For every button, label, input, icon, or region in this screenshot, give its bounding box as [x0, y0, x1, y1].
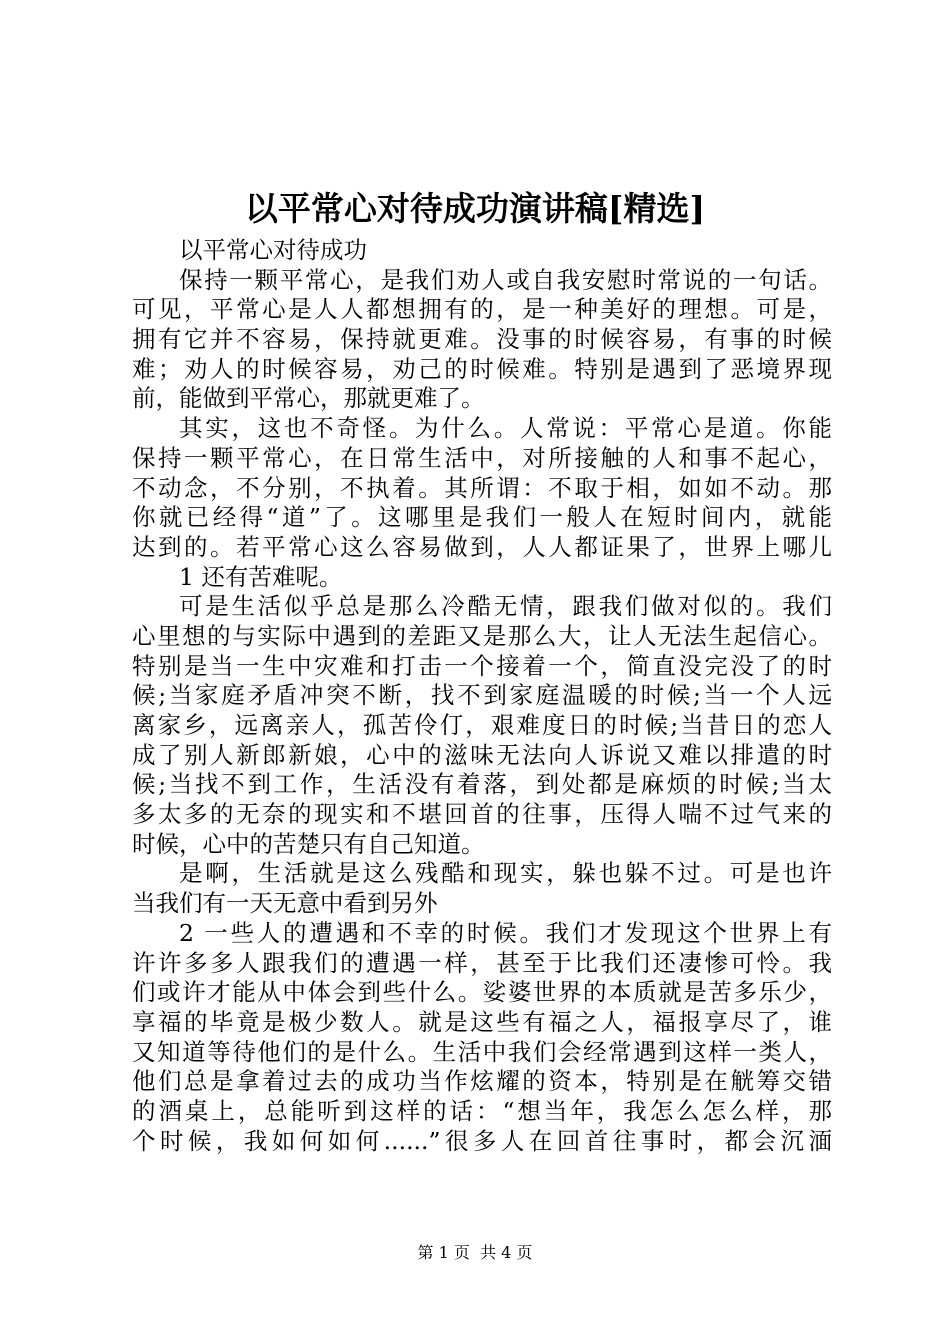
paragraph-line: 难；劝人的时候容易，劝己的时候难。特别是遇到了恶境界现	[132, 354, 832, 383]
paragraph-line: 你就已经得“道”了。这哪里是我们一般人在短时间内，就能	[132, 503, 832, 532]
paragraph-line: 候;当找不到工作，生活没有着落，到处都是麻烦的时候;当太	[132, 770, 832, 799]
paragraph-line: 成了别人新郎新娘，心中的滋味无法向人诉说又难以排遣的时	[132, 740, 832, 769]
paragraph-line: 候;当家庭矛盾冲突不断，找不到家庭温暖的时候;当一个人远	[132, 681, 832, 710]
paragraph-line: 当我们有一天无意中看到另外	[132, 889, 438, 918]
paragraph-line: 拥有它并不容易，保持就更难。没事的时候容易，有事的时候	[132, 325, 832, 354]
paragraph-line: 又知道等待他们的是什么。生活中我们会经常遇到这样一类人，	[132, 1037, 832, 1066]
paragraph-line: 个时候，我如何如何......”很多人在回首往事时，都会沉湎	[132, 1126, 832, 1155]
page-number-footer: 第 1 页 共 4 页	[417, 1243, 533, 1262]
paragraph-line: 以平常心对待成功	[179, 236, 367, 264]
document-body	[132, 236, 832, 1156]
paragraph-line: 其实，这也不奇怪。为什么。人常说：平常心是道。你能	[179, 414, 832, 443]
paragraph-line: 达到的。若平常心这么容易做到，人人都证果了，世界上哪儿	[132, 532, 832, 561]
paragraph-line: 可是生活似乎总是那么冷酷无情，跟我们做对似的。我们	[179, 592, 832, 621]
paragraph-line: 们或许才能从中体会到些什么。娑婆世界的本质就是苦多乐少，	[132, 978, 832, 1007]
paragraph-line: 许许多多人跟我们的遭遇一样，甚至于比我们还凄惨可怜。我	[132, 948, 832, 977]
paragraph-line: 时候，心中的苦楚只有自己知道。	[132, 829, 485, 858]
paragraph-line: 是啊，生活就是这么残酷和现实，躲也躲不过。可是也许	[179, 859, 832, 888]
paragraph-line: 保持一颗平常心，是我们劝人或自我安慰时常说的一句话。	[179, 265, 832, 294]
paragraph-line: 不动念，不分别，不执着。其所谓：不取于相，如如不动。那	[132, 473, 832, 502]
paragraph-line: 心里想的与实际中遇到的差距又是那么大，让人无法生起信心。	[132, 621, 832, 650]
paragraph-line: 可见，平常心是人人都想拥有的，是一种美好的理想。可是，	[132, 295, 832, 324]
paragraph-line: 的酒桌上，总能听到这样的话：“想当年，我怎么怎么样，那	[132, 1096, 832, 1125]
paragraph-line: 特别是当一生中灾难和打击一个接着一个，简直没完没了的时	[132, 651, 832, 680]
paragraph-line: 离家乡，远离亲人，孤苦伶仃，艰难度日的时候;当昔日的恋人	[132, 711, 832, 739]
paragraph-line: 保持一颗平常心，在日常生活中，对所接触的人和事不起心，	[132, 443, 832, 472]
paragraph-line: 1 还有苦难呢。	[179, 562, 343, 591]
paragraph-line: 享福的毕竟是极少数人。就是这些有福之人，福报享尽了，谁	[132, 1007, 832, 1036]
paragraph-line: 多太多的无奈的现实和不堪回首的往事，压得人喘不过气来的	[132, 800, 832, 829]
paragraph-line: 前，能做到平常心，那就更难了。	[132, 384, 485, 413]
paragraph-line: 他们总是拿着过去的成功当作炫耀的资本，特别是在觥筹交错	[132, 1067, 832, 1096]
document-title: 以平常心对待成功演讲稿[精选]	[244, 189, 706, 228]
paragraph-line: 2 一些人的遭遇和不幸的时候。我们才发现这个世界上有	[179, 918, 832, 947]
